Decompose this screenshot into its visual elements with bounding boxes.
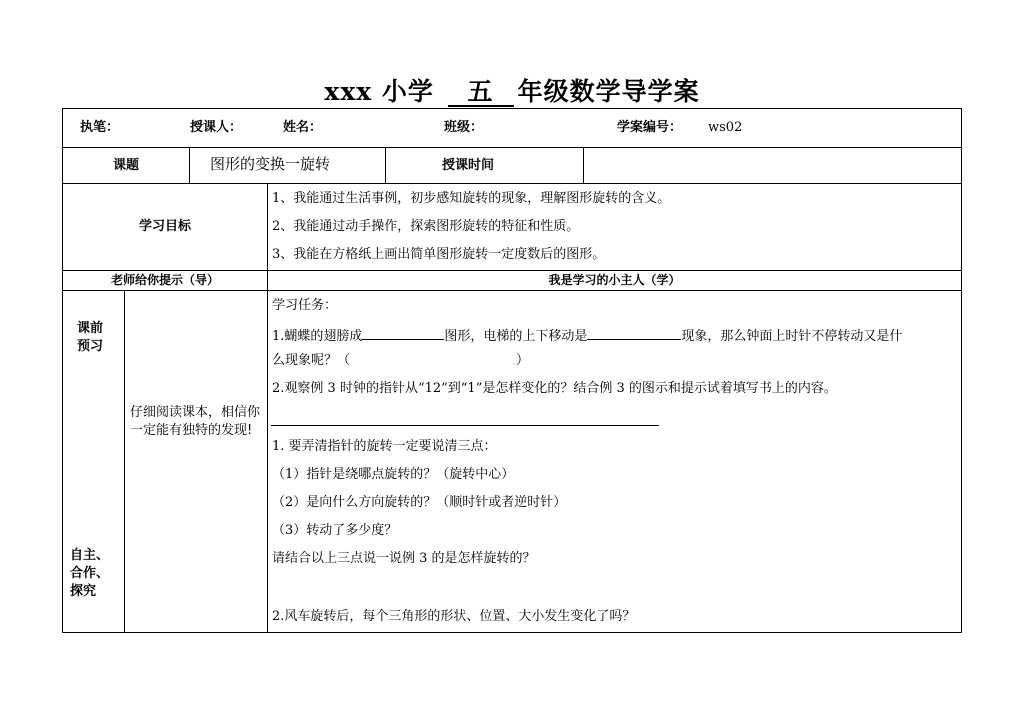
point-intro: 1. 要弄清指针的旋转一定要说清三点： — [272, 439, 497, 454]
question-1-line-1 — [272, 325, 902, 346]
q1-part-b: 图形，电梯的上下移动是 — [444, 329, 588, 344]
question-windmill: 2.风车旋转后，每个三角形的形状、位置、大小发生变化了吗？ — [272, 609, 636, 624]
question-1-line-2 — [272, 352, 529, 370]
point-1: （1）指针是绕哪点旋转的？（旋转中心） — [272, 467, 515, 482]
author-label: 执笔： — [80, 120, 120, 135]
title-suffix: 年级数学导学案 — [517, 77, 700, 106]
point-3: （3）转动了多少度？ — [272, 523, 398, 538]
section-explore: 自主、 合作、 探究 — [70, 548, 110, 599]
objective-item: 3、我能在方格纸上画出简单图形旋转一定度数后的图形。 — [272, 247, 606, 262]
name-label: 姓名： — [283, 120, 323, 135]
objectives-label: 学习目标 — [138, 219, 191, 234]
title-grade: 五 — [448, 79, 514, 107]
title-prefix: xxx 小学 — [324, 77, 434, 106]
section-preview: 课前 预习 — [77, 321, 104, 354]
plan-no-value: ws02 — [708, 120, 743, 135]
point-prompt: 请结合以上三点说一说例 3 的是怎样旋转的？ — [272, 551, 536, 566]
teacher-tip: 仔细阅读课本，相信你一定能有独特的发现! — [130, 405, 261, 438]
q1-part-e: ） — [516, 353, 530, 368]
topic-value: 图形的变换一旋转 — [210, 155, 331, 173]
objective-item: 1、我能通过生活事例，初步感知旋转的现象，理解图形旋转的含义。 — [272, 191, 671, 206]
objective-item: 2、我能通过动手操作，探索图形旋转的特征和性质。 — [272, 219, 580, 234]
q1-part-a: 1.蝴蝶的翅膀成 — [272, 329, 363, 344]
time-label: 授课时间 — [442, 158, 495, 173]
task-label: 学习任务： — [272, 298, 338, 313]
question-2: 2.观察例 3 时钟的指针从“12”到“1”是怎样变化的？结合例 3 的图示和提示试着填写书上的内容。 — [272, 381, 837, 396]
plan-no-label: 学案编号： — [617, 120, 683, 135]
q1-part-c: 现象，那么钟面上时针不停转动又是什 — [681, 329, 903, 344]
answer-blank[interactable] — [362, 325, 444, 340]
teacher-column-header: 老师给你提示（导） — [110, 273, 219, 287]
answer-blank[interactable] — [587, 325, 681, 340]
q1-part-d: 么现象呢？（ — [272, 353, 351, 368]
student-column-header: 我是学习的小主人（学） — [548, 273, 681, 287]
class-label: 班级： — [444, 120, 484, 135]
point-2: （2）是向什么方向旋转的？（顺时针或者逆时针） — [272, 495, 567, 510]
page-title — [0, 72, 1024, 108]
topic-label: 课题 — [112, 158, 139, 173]
teacher-label: 授课人： — [190, 120, 243, 135]
